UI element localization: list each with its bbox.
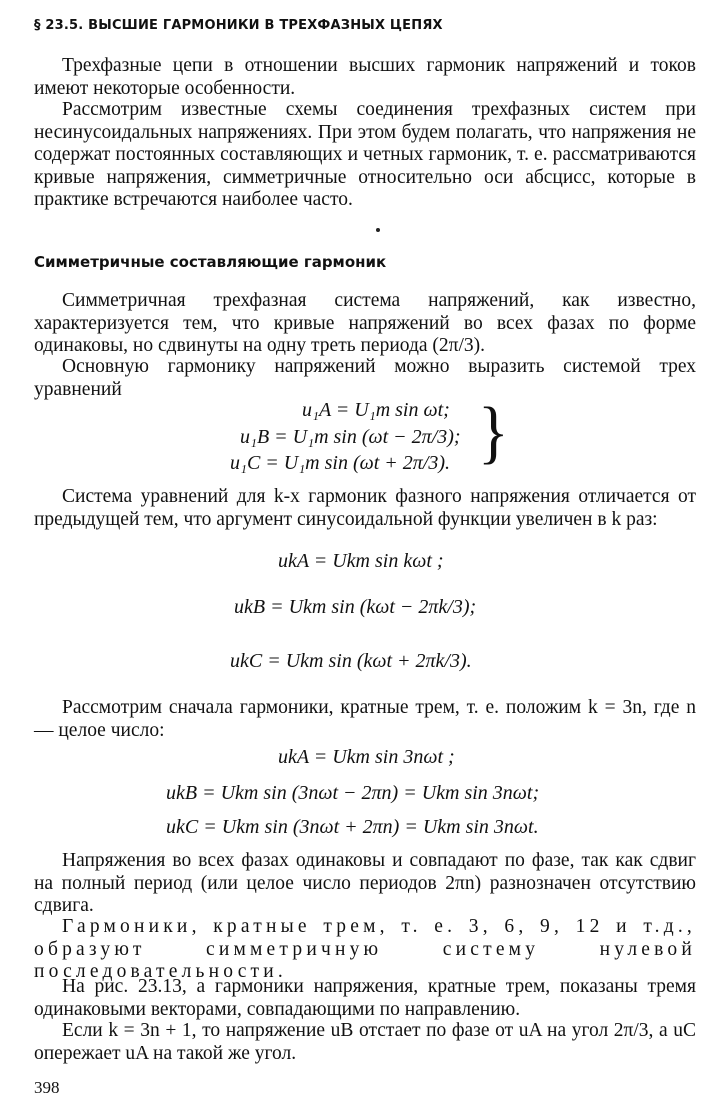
section-heading: § 23.5. ВЫСШИЕ ГАРМОНИКИ В ТРЕХФАЗНЫХ ЦЕПЯХ xyxy=(34,18,443,33)
equation-u1a: u₁A = U₁m sin ωt; xyxy=(302,399,450,421)
paragraph-in-phase: Напряжения во всех фазах одинаковы и совпадают по фазе, так как сдвиг на полный период (или целое число периодов 2πn) разнозначен отсутствию сдвига. xyxy=(34,850,696,916)
intro-paragraph-1: Трехфазные цепи в отношении высших гармоник напряжений и токов имеют некоторые особенности. xyxy=(34,55,696,99)
paragraph-fundamental: Основную гармонику напряжений можно выразить системой трех уравнений xyxy=(34,356,696,400)
paragraph-symmetric-system: Симметричная трехфазная система напряжений, как известно, характеризуется тем, что кривые напряжений во всех фазах по форме одинаковы, но сдвинуты на одну треть периода (2π/3). xyxy=(34,290,696,356)
paragraph-multiples-of-three: Рассмотрим сначала гармоники, кратные трем, т. е. положим k = 3n, где n — целое число: xyxy=(34,697,696,741)
page-number: 398 xyxy=(34,1078,60,1097)
paragraph-zero-sequence: Гармоники, кратные трем, т. е. 3, 6, 9, 12 и т.д., образуют симметричную систему нулевой последовательности. xyxy=(34,916,696,982)
equation-u1c: u₁C = U₁m sin (ωt + 2π/3). xyxy=(230,452,451,474)
stray-dot-mark xyxy=(376,228,380,232)
intro-paragraph-2: Рассмотрим известные схемы соединения трехфазных систем при несинусоидальных напряжениях. При этом будем полагать, что напряжения не содержат постоянных составляющих и четных гармоник, т. е. рассматриваются кривые напряжения, симметричные относительно оси абсцисс, которые в практике встречаются наиболее часто. xyxy=(34,99,696,210)
subheading: Симметричные составляющие гармоник xyxy=(34,253,387,271)
equation-3n-b: ukB = Ukm sin (3nωt − 2πn) = Ukm sin 3nωt; xyxy=(166,782,540,804)
equation-3n-a: ukA = Ukm sin 3nωt ; xyxy=(278,746,455,768)
paragraph-figure-ref: На рис. 23.13, а гармоники напряжения, кратные трем, показаны тремя одинаковыми векторами, совпадающими по направлению. xyxy=(34,976,696,1020)
paragraph-k-harmonics: Система уравнений для k-х гармоник фазного напряжения отличается от предыдущей тем, что аргумент синусоидальной функции увеличен в k раз: xyxy=(34,486,696,530)
equation-brace: } xyxy=(478,392,509,471)
equation-uka: ukA = Ukm sin kωt ; xyxy=(278,550,444,572)
equation-ukb: ukB = Ukm sin (kωt − 2πk/3); xyxy=(234,596,477,618)
equation-u1b: u₁B = U₁m sin (ωt − 2π/3); xyxy=(240,426,461,448)
paragraph-k-3n-plus-1: Если k = 3n + 1, то напряжение uB отстает по фазе от uA на угол 2π/3, а uC опережает uA на такой же угол. xyxy=(34,1020,696,1064)
equation-3n-c: ukC = Ukm sin (3nωt + 2πn) = Ukm sin 3nωt. xyxy=(166,816,539,838)
equation-ukc: ukC = Ukm sin (kωt + 2πk/3). xyxy=(230,650,472,672)
